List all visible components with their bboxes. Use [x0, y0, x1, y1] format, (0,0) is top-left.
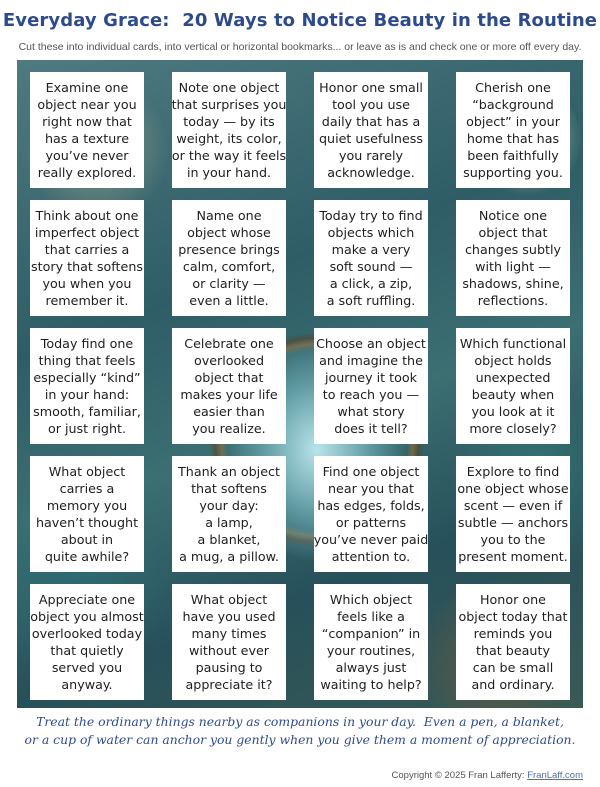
- copyright-line: [392, 770, 583, 781]
- card-19: Which object feels like a “companion” in your routines, always just waiting to help?: [314, 584, 428, 700]
- card-board: [17, 60, 583, 708]
- page-subtitle: Cut these into individual cards, into vertical or horizontal bookmarks... or leave as is and check one or more off every day.: [18, 41, 582, 53]
- copyright-text: Copyright © 2025 Fran Lafferty:: [391, 770, 528, 781]
- card-4: Cherish one “background object” in your home that has been faithfully supporting you.: [456, 72, 570, 188]
- card-10: Celebrate one overlooked object that makes your life easier than you realize.: [172, 328, 286, 444]
- card-8: Notice one object that changes subtly with light — shadows, shine, reflections.: [456, 200, 570, 316]
- card-20: Honor one object today that reminds you that beauty can be small and ordinary.: [456, 584, 570, 700]
- card-6: Name one object whose presence brings calm, comfort, or clarity — even a little.: [172, 200, 286, 316]
- card-11: Choose an object and imagine the journey it took to reach you — what story does it tell?: [314, 328, 428, 444]
- card-9: Today find one thing that feels especially “kind” in your hand: smooth, familiar, or just right.: [30, 328, 144, 444]
- card-18: What object have you used many times without ever pausing to appreciate it?: [172, 584, 286, 700]
- card-13: What object carries a memory you haven’t thought about in quite awhile?: [30, 456, 144, 572]
- card-1: Examine one object near you right now that has a texture you’ve never really explored.: [30, 72, 144, 188]
- card-7: Today try to find objects which make a very soft sound — a click, a zip, a soft ruffling.: [314, 200, 428, 316]
- card-2: Note one object that surprises you today — by its weight, its color, or the way it feels in your hand.: [172, 72, 286, 188]
- card-17: Appreciate one object you almost overlooked today that quietly served you anyway.: [30, 584, 144, 700]
- card-14: Thank an object that softens your day: a lamp, a blanket, a mug, a pillow.: [172, 456, 286, 572]
- card-15: Find one object near you that has edges, folds, or patterns you’ve never paid attention to.: [314, 456, 428, 572]
- closing-message: Treat the ordinary things nearby as companions in your day. Even a pen, a blanket, or a cup of water can anchor you gently when you give them a moment of appreciation.: [24, 714, 576, 747]
- card-12: Which functional object holds unexpected beauty when you look at it more closely?: [456, 328, 570, 444]
- website-link[interactable]: FranLaff.com: [527, 770, 583, 781]
- page-title: Everyday Grace: 20 Ways to Notice Beauty in the Routine: [2, 10, 598, 31]
- card-16: Explore to find one object whose scent — even if subtle — anchors you to the present moment.: [456, 456, 570, 572]
- card-3: Honor one small tool you use daily that has a quiet usefulness you rarely acknowledge.: [314, 72, 428, 188]
- card-5: Think about one imperfect object that carries a story that softens you when you remember it.: [30, 200, 144, 316]
